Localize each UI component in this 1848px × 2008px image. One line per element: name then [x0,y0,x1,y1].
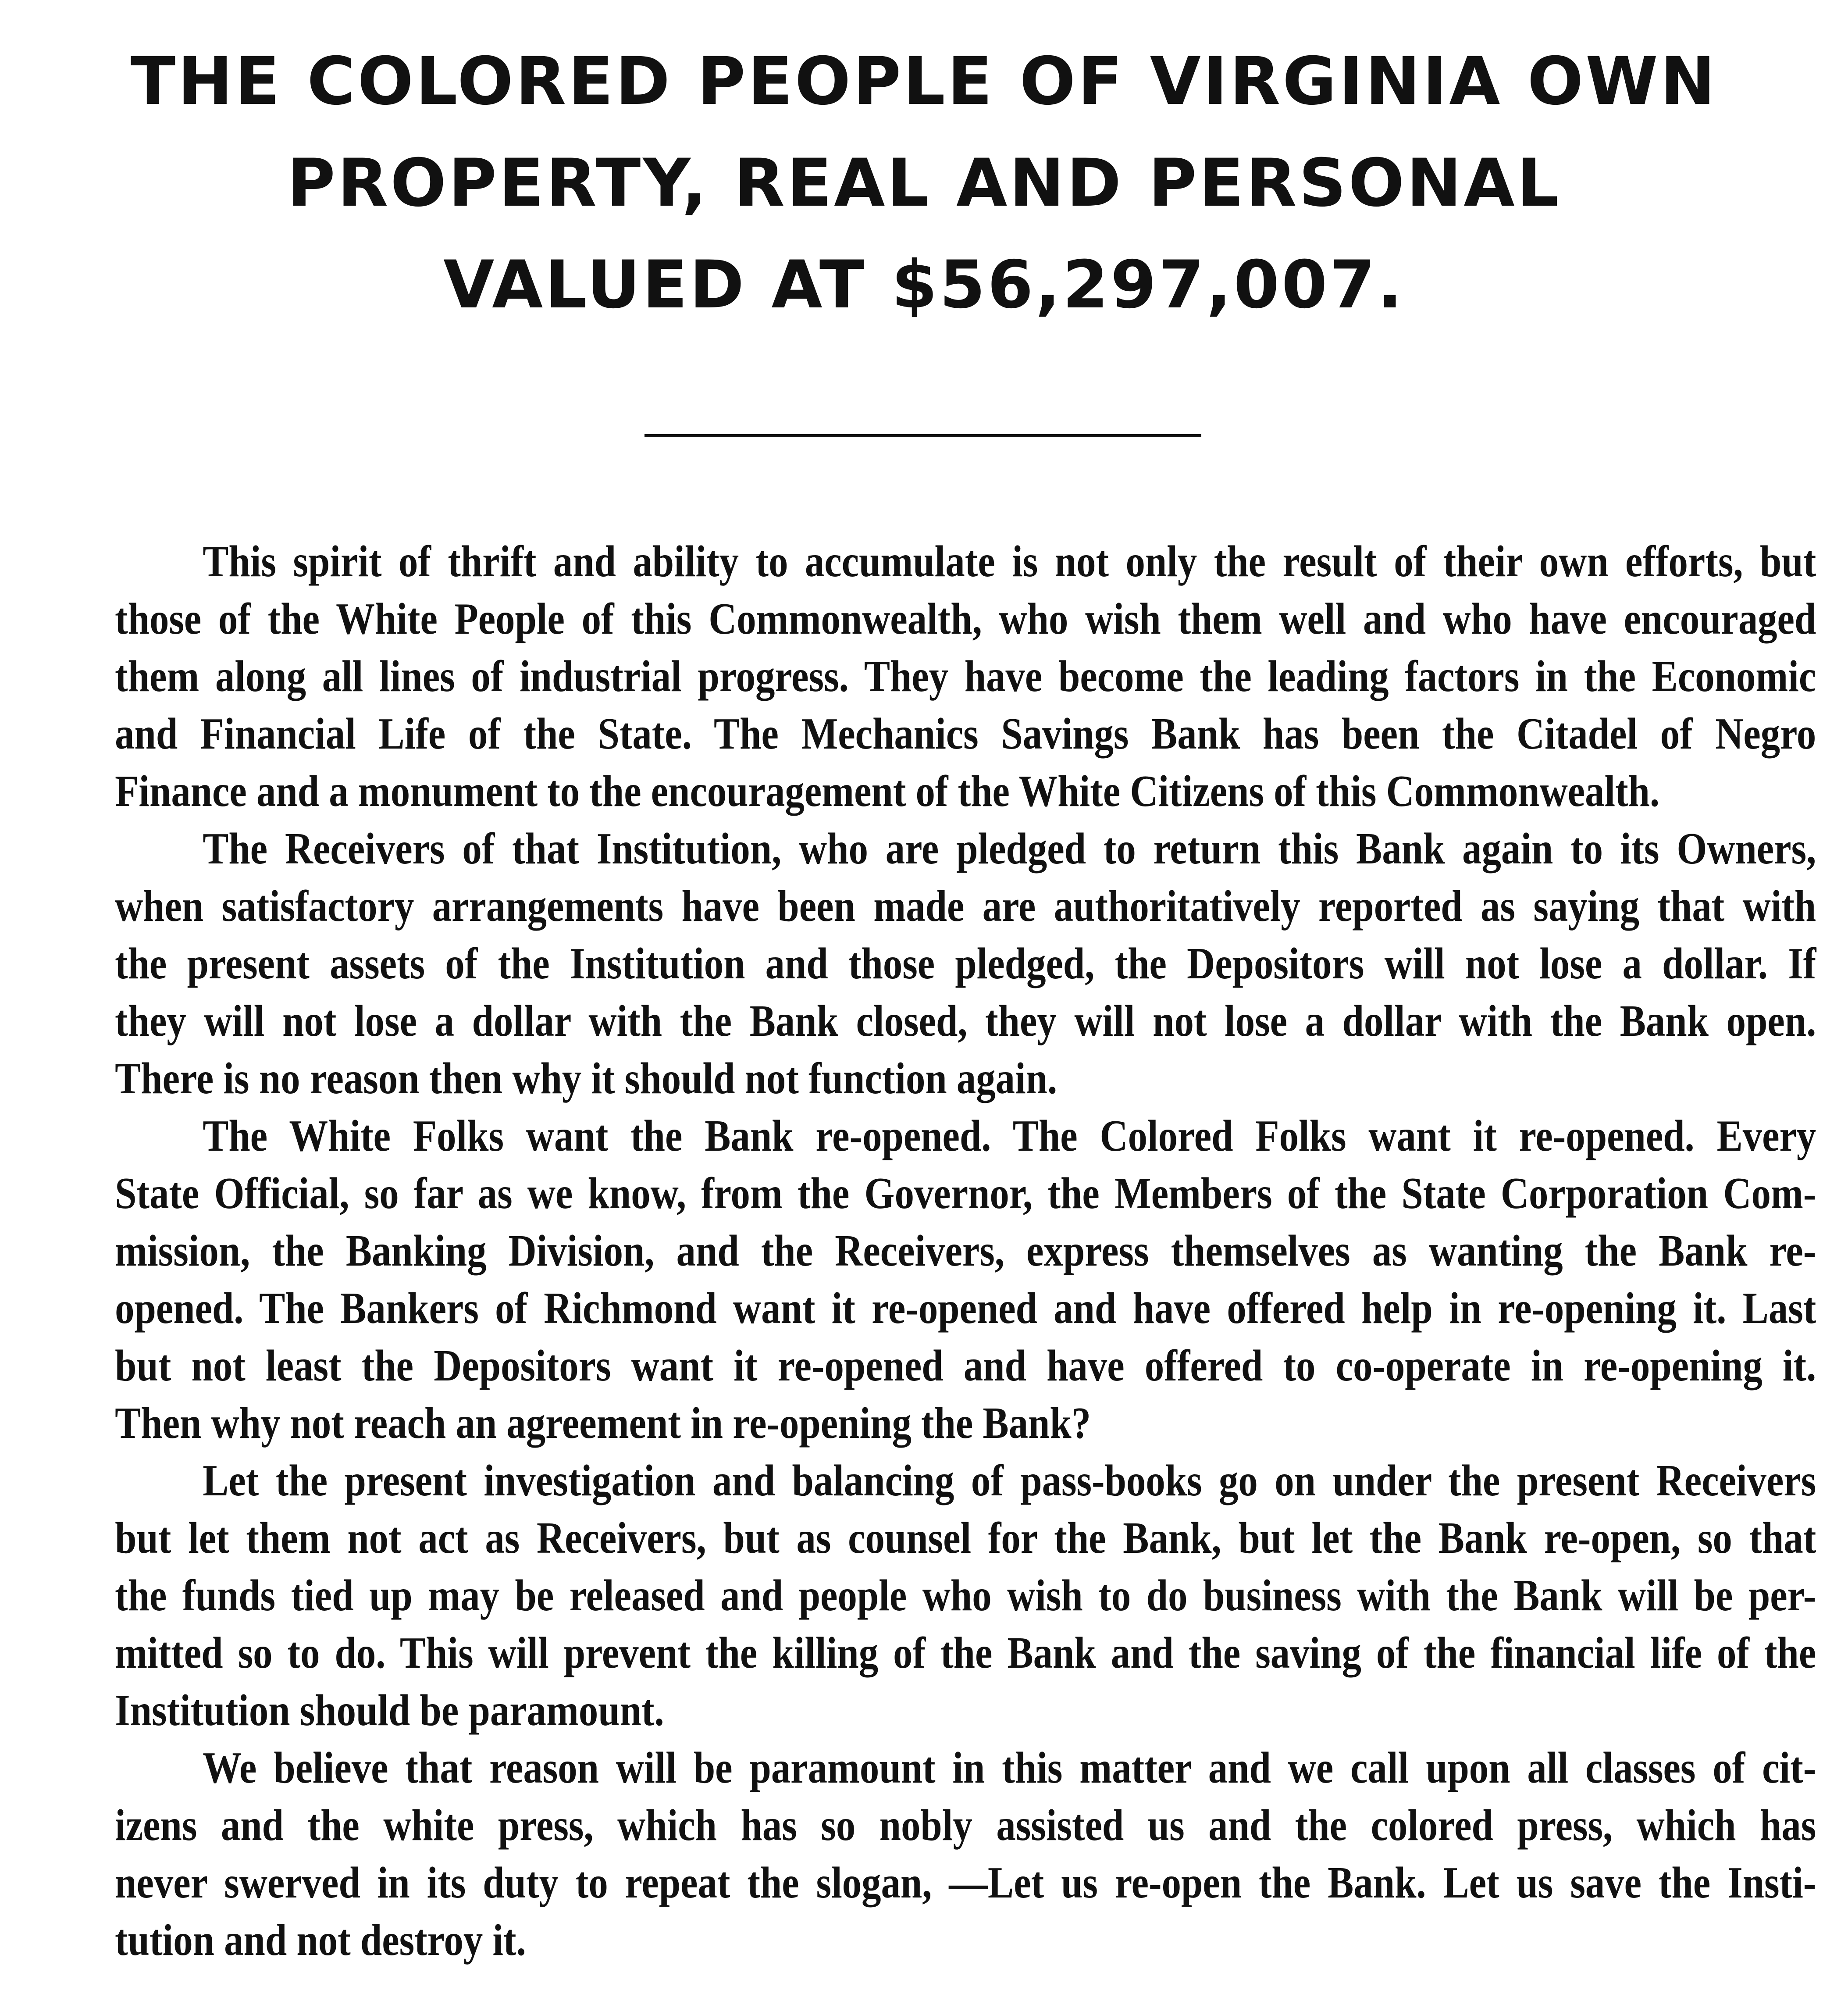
headline-line: VALUED AT $56,297,007. [443,247,1405,323]
text-line: State Official, so far as we know, from the Governor, the Members of the State Corporation Com- [115,1169,1816,1218]
text-line: mission, the Banking Division, and the Receivers, express themselves as wanting the Bank re- [115,1226,1816,1276]
article-body [27,533,1816,1969]
text-line: those of the White People of this Commonwealth, who wish them well and who have encouraged [115,594,1816,644]
text-line: the present assets of the Institution and those pledged, the Depositors will not lose a dollar. If [115,939,1816,988]
text-line: We believe that reason will be paramount in this matter and we call upon all classes of cit- [203,1743,1816,1793]
text-line: izens and the white press, which has so nobly assisted us and the colored press, which has [115,1801,1816,1850]
text-line: Institution should be paramount. [115,1686,664,1735]
text-line: but let them not act as Receivers, but as counsel for the Bank, but let the Bank re-open, so that [115,1513,1816,1563]
text-line: tution and not destroy it. [115,1915,526,1965]
text-line: and Financial Life of the State. The Mechanics Savings Bank has been the Citadel of Negro [115,709,1816,759]
paragraph-investigation [27,1452,1816,1739]
text-line: them along all lines of industrial progress. They have become the leading factors in the Economic [115,652,1816,701]
text-line: the funds tied up may be released and people who wish to do business with the Bank will be per- [115,1571,1816,1620]
text-line: The Receivers of that Institution, who are pledged to return this Bank again to its Owners, [203,824,1816,874]
paragraph-reopen [27,1107,1816,1452]
paragraph-slogan [27,1739,1816,1969]
headline-line: THE COLORED PEOPLE OF VIRGINIA OWN [130,43,1718,120]
paragraph-thrift [27,533,1816,820]
text-line: Let the present investigation and balancing of pass-books go on under the present Receivers [203,1456,1816,1505]
text-line: This spirit of thrift and ability to accumulate is not only the result of their own efforts, but [203,537,1816,586]
text-line: Then why not reach an agreement in re-opening the Bank? [115,1398,1091,1448]
headline-line: PROPERTY, REAL AND PERSONAL [287,145,1561,221]
text-line: never swerved in its duty to repeat the slogan, —Let us re-open the Bank. Let us save the Insti- [115,1858,1816,1908]
text-line: but not least the Depositors want it re-opened and have offered to co-operate in re-opening it. [115,1341,1816,1391]
text-line: when satisfactory arrangements have been made are authoritatively reported as saying that with [115,881,1816,931]
text-line: they will not lose a dollar with the Bank closed, they will not lose a dollar with the Bank open. [115,996,1816,1046]
text-line: opened. The Bankers of Richmond want it re-opened and have offered help in re-opening it. Last [115,1284,1816,1333]
text-line: There is no reason then why it should not function again. [115,1054,1058,1103]
text-line: The White Folks want the Bank re-opened. The Colored Folks want it re-opened. Every [203,1111,1816,1161]
headline [26,31,1822,336]
text-line: Finance and a monument to the encouragement of the White Citizens of this Commonwealth. [115,767,1660,816]
paragraph-receivers [27,820,1816,1107]
text-line: mitted so to do. This will prevent the killing of the Bank and the saving of the financial life of the [115,1628,1816,1678]
divider-rule [644,434,1201,437]
